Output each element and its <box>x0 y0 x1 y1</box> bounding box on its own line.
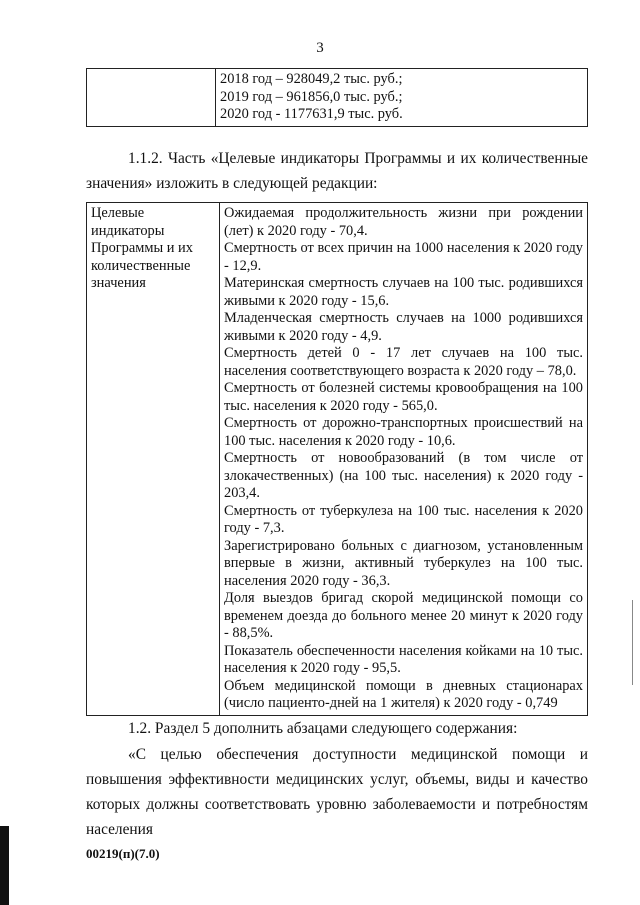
finance-label-cell <box>87 69 216 127</box>
finance-line-2018: 2018 год – 928049,2 тыс. руб.; <box>220 71 403 87</box>
scan-margin-line <box>632 600 633 685</box>
indicator-item: Объем медицинской помощи в дневных стационарах (число пациенто-дней на 1 жителя) к 2020 году - 0,749 <box>224 677 583 711</box>
section-1-2-paragraph: 1.2. Раздел 5 дополнить абзацами следующего содержания: <box>128 720 518 737</box>
finance-line-2019: 2019 год – 961856,0 тыс. руб.; <box>220 88 403 105</box>
indicators-table <box>86 202 588 716</box>
indicator-item: Младенческая смертность случаев на 1000 родившихся живыми к 2020 году - 4,9. <box>224 310 583 344</box>
finance-line-2020: 2020 год - 1177631,9 тыс. руб. <box>220 106 403 122</box>
finance-values-cell <box>216 69 588 127</box>
finance-table <box>86 68 588 127</box>
indicator-item: Смертность от всех причин на 1000 населения к 2020 году - 12,9. <box>224 240 583 274</box>
indicators-values-cell <box>220 203 588 716</box>
indicator-item: Смертность от туберкулеза на 100 тыс. населения к 2020 году - 7,3. <box>224 502 583 536</box>
indicator-item: Материнская смертность случаев на 100 тыс. родившихся живыми к 2020 году - 15,6. <box>224 275 583 309</box>
indicator-item: Смертность детей 0 - 17 лет случаев на 100 тыс. населения соответствующего возраста к 2020 году – 78,0. <box>224 345 583 379</box>
table-row <box>87 203 588 716</box>
document-code: 00219(п)(7.0) <box>86 846 160 861</box>
indicator-item: Доля выездов бригад скорой медицинской помощи со временем доезда до больного менее 20 минут к 2020 году - 88,5%. <box>224 590 583 641</box>
indicator-item: Зарегистрировано больных с диагнозом, установленным впервые в жизни, активный туберкулез на 100 тыс. населения 2020 году - 36,3. <box>224 537 583 589</box>
indicator-item: Показатель обеспеченности населения койками на 10 тыс. населения к 2020 году - 95,5. <box>224 642 583 676</box>
indicators-label-cell: Целевые индикаторы Программы и их количественные значения <box>87 203 220 716</box>
indicator-item: Смертность от новообразований (в том числе от злокачественных) (на 100 тыс. населения) к 2020 году - 203,4. <box>224 450 583 501</box>
indicator-item: Смертность от болезней системы кровообращения на 100 тыс. населения к 2020 году - 565,0. <box>224 380 583 414</box>
quote-paragraph: «С целью обеспечения доступности медицинской помощи и повышения эффективности медицинских услуг, объемы, виды и качество которых должны соответствовать уровню заболеваемости и потребностям населения <box>86 746 588 838</box>
section-1-1-2-paragraph: 1.1.2. Часть «Целевые индикаторы Программы и их количественные значения» изложить в следующей редакции: <box>86 150 588 192</box>
table-row <box>87 69 588 127</box>
indicator-item: Ожидаемая продолжительность жизни при рождении (лет) к 2020 году - 70,4. <box>224 205 583 239</box>
scan-margin-bar <box>0 826 9 905</box>
page-number: 3 <box>316 40 324 56</box>
indicator-item: Смертность от дорожно-транспортных происшествий на 100 тыс. населения к 2020 году - 10,6. <box>224 415 583 449</box>
